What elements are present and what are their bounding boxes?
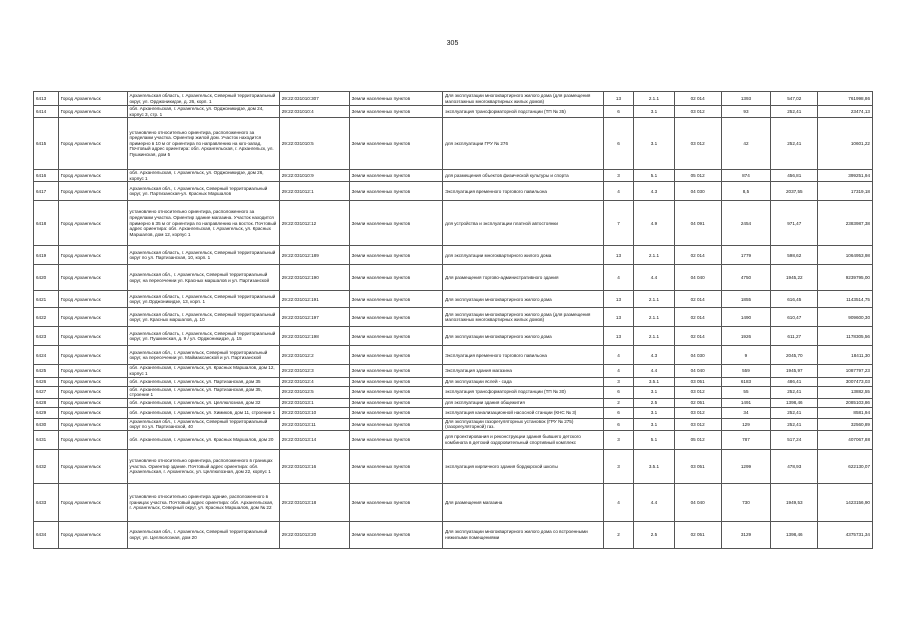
- cell-use-code: 2.1.1: [634, 327, 674, 346]
- cell-row-number: 6426: [34, 377, 59, 386]
- cell-cadastral-number: 29:22:031013:1: [279, 398, 349, 407]
- cell-area: 3129: [721, 521, 770, 548]
- cell-row-number: 6423: [34, 327, 59, 346]
- cell-area: 4750: [721, 265, 770, 291]
- cell-cadastral-value: 1087797,23: [818, 365, 873, 377]
- cell-land-category: Земли населенных пунктов: [349, 386, 443, 398]
- cell-permitted-use: для размещения объектов физической культуры и спорта: [443, 170, 603, 182]
- cell-land-category: Земли населенных пунктов: [349, 327, 443, 346]
- cell-group: 13: [603, 327, 634, 346]
- cell-cadastral-number: 29:22:031010:5: [279, 118, 349, 170]
- cell-municipality: Город Архангельск: [58, 118, 127, 170]
- cell-area: 1779: [721, 246, 770, 265]
- cell-row-number: 6415: [34, 118, 59, 170]
- cell-area: 1926: [721, 327, 770, 346]
- cell-okved-code: 03 012: [674, 407, 721, 418]
- cell-specific-value: 598,62: [771, 246, 818, 265]
- cell-permitted-use: Для эксплуатации многоквартирного жилого дома: [443, 327, 603, 346]
- cell-row-number: 6431: [34, 430, 59, 449]
- cell-use-code: 5.1: [634, 430, 674, 449]
- cell-address: Архангельская обл., г. Архангельск, Северный территориальный округ, на пересечении ул. Маймаксанской и ул. Партизанской: [127, 346, 279, 365]
- cell-group: 4: [603, 483, 634, 521]
- cell-permitted-use: эксплуатация трансформаторной подстанции (ТП № 30): [443, 386, 603, 398]
- table-row: [34, 106, 873, 118]
- cell-cadastral-value: 909600,30: [818, 308, 873, 327]
- cell-specific-value: 486,41: [771, 377, 818, 386]
- cell-permitted-use: Для размещения магазина: [443, 483, 603, 521]
- cell-address: обл. Архангельская, г. Архангельск, ул. Орджоникидзе, дом 26, корпус 1: [127, 170, 279, 182]
- cell-use-code: 4.4: [634, 265, 674, 291]
- cell-group: 2: [603, 521, 634, 548]
- cell-group: 2: [603, 398, 634, 407]
- cell-okved-code: 04 030: [674, 182, 721, 201]
- cell-specific-value: 1398,46: [771, 398, 818, 407]
- cell-address: обл. Архангельская, г. Архангельск, ул. Красных Маршалов, дом 20: [127, 430, 279, 449]
- cell-cadastral-value: 761998,86: [818, 92, 873, 106]
- cell-row-number: 6416: [34, 170, 59, 182]
- cell-use-code: 4.3: [634, 346, 674, 365]
- cell-okved-code: 04 040: [674, 365, 721, 377]
- cell-group: 3: [603, 430, 634, 449]
- cell-use-code: 2.1.1: [634, 92, 674, 106]
- cell-group: 13: [603, 308, 634, 327]
- cell-address: обл. Архангельская, г. Архангельск, ул. Красных Маршалов, дом 12, корпус 1: [127, 365, 279, 377]
- table-row: [34, 386, 873, 398]
- cell-okved-code: 04 030: [674, 346, 721, 365]
- table-row: [34, 246, 873, 265]
- cell-specific-value: 252,41: [771, 118, 818, 170]
- table-row: [34, 182, 873, 201]
- cell-use-code: 2.1.1: [634, 308, 674, 327]
- cell-address: обл. Архангельская, г. Архангельск, ул. Химиков, дом 11, строение 1: [127, 407, 279, 418]
- cell-area: 34: [721, 407, 770, 418]
- cell-cadastral-number: 29:22:031012:1: [279, 182, 349, 201]
- cadastral-value-table: [33, 91, 873, 549]
- cell-cadastral-number: 29:22:031012:3: [279, 365, 349, 377]
- cell-cadastral-value: 10601,22: [818, 118, 873, 170]
- cell-address: Архангельская обл., г. Архангельск, Северный территориальный округ, ул. Целлюлозная, дом 20: [127, 521, 279, 548]
- cell-land-category: Земли населенных пунктов: [349, 346, 443, 365]
- cell-permitted-use: Для эксплуатации многоквартирного жилого дома (для размещения малоэтажных многоквартирных жилых домов): [443, 92, 603, 106]
- cell-specific-value: 252,41: [771, 386, 818, 398]
- cell-okved-code: 03 051: [674, 377, 721, 386]
- table-row: [34, 170, 873, 182]
- table-row: [34, 265, 873, 291]
- cell-municipality: Город Архангельск: [58, 308, 127, 327]
- cell-cadastral-number: 29:22:031013:18: [279, 483, 349, 521]
- cell-cadastral-value: 622130,07: [818, 449, 873, 483]
- cell-area: 1491: [721, 398, 770, 407]
- cell-use-code: 2.5: [634, 398, 674, 407]
- cell-land-category: Земли населенных пунктов: [349, 118, 443, 170]
- cell-cadastral-number: 29:22:031012:4: [279, 377, 349, 386]
- cell-area: 9: [721, 346, 770, 365]
- cell-permitted-use: Для эксплуатации многоквартирного жилого дома со встроенными нежилыми помещениями: [443, 521, 603, 548]
- cell-group: 6: [603, 106, 634, 118]
- cell-group: 4: [603, 265, 634, 291]
- cell-municipality: Город Архангельск: [58, 246, 127, 265]
- cell-specific-value: 1949,53: [771, 483, 818, 521]
- cell-land-category: Земли населенных пунктов: [349, 308, 443, 327]
- table-row: [34, 521, 873, 548]
- cell-group: 3: [603, 377, 634, 386]
- cell-okved-code: 02 014: [674, 327, 721, 346]
- cell-address: Архангельская область, г. Архангельск, Северный территориальный округ, ул.Орджоникидзе, 13, корп. 1: [127, 291, 279, 308]
- cell-municipality: Город Архангельск: [58, 92, 127, 106]
- cell-use-code: 4.3: [634, 182, 674, 201]
- cell-specific-value: 517,24: [771, 430, 818, 449]
- cell-municipality: Город Архангельск: [58, 265, 127, 291]
- cell-permitted-use: для эксплуатации многоквартирного жилого дома: [443, 246, 603, 265]
- cell-municipality: Город Архангельск: [58, 449, 127, 483]
- cell-cadastral-number: 29:22:031013:10: [279, 407, 349, 418]
- cell-row-number: 6420: [34, 265, 59, 291]
- cell-okved-code: 04 040: [674, 483, 721, 521]
- cell-use-code: 3.1: [634, 106, 674, 118]
- cell-group: 13: [603, 92, 634, 106]
- cell-okved-code: 04 040: [674, 265, 721, 291]
- cell-specific-value: 610,47: [771, 308, 818, 327]
- cell-okved-code: 03 012: [674, 118, 721, 170]
- cell-municipality: Город Архангельск: [58, 291, 127, 308]
- cell-cadastral-value: 1178305,56: [818, 327, 873, 346]
- cell-area: 1490: [721, 308, 770, 327]
- cell-cadastral-number: 29:22:031012:191: [279, 291, 349, 308]
- cell-row-number: 6429: [34, 407, 59, 418]
- cell-specific-value: 456,81: [771, 170, 818, 182]
- cell-address: установлено относительно ориентира, расположенного за пределами участка. Ориентир жилой дом. Участок находится примерно в 10 м от ориентира по направлению на юго-запад. Почтовый адрес ориентира: обл. Архангельская, г. Архангельск, ул. Пушкинская, дом 5: [127, 118, 279, 170]
- cell-specific-value: 252,41: [771, 106, 818, 118]
- cell-permitted-use: эксплуатация трансформаторной подстанции (ТП № 35): [443, 106, 603, 118]
- cell-address: Архангельская область, г. Архангельск, Северный территориальный округ, ул. Орджоникидзе, д. 26, корп. 1: [127, 92, 279, 106]
- cell-okved-code: 03 012: [674, 418, 721, 430]
- table-row: [34, 430, 873, 449]
- cell-area: 8,5: [721, 182, 770, 201]
- table-row: [34, 407, 873, 418]
- cell-area: 787: [721, 430, 770, 449]
- cell-address: Архангельская обл., г. Архангельск, Северный территориальный округ, на пересечении ул. Красных маршалов и ул. Партизанской: [127, 265, 279, 291]
- cell-land-category: Земли населенных пунктов: [349, 449, 443, 483]
- cell-okved-code: 03 012: [674, 106, 721, 118]
- cell-municipality: Город Архангельск: [58, 386, 127, 398]
- cell-specific-value: 252,41: [771, 418, 818, 430]
- cell-cadastral-number: 29:22:031012:189: [279, 246, 349, 265]
- cell-okved-code: 03 051: [674, 449, 721, 483]
- cell-permitted-use: для эксплуатации ГРУ № 276: [443, 118, 603, 170]
- cell-row-number: 6422: [34, 308, 59, 327]
- cell-land-category: Земли населенных пунктов: [349, 521, 443, 548]
- cell-permitted-use: Для размещения торгово-административного здания: [443, 265, 603, 291]
- cell-land-category: Земли населенных пунктов: [349, 365, 443, 377]
- cell-area: 1299: [721, 449, 770, 483]
- cell-row-number: 6428: [34, 398, 59, 407]
- cell-use-code: 4.9: [634, 201, 674, 246]
- cell-okved-code: 02 014: [674, 291, 721, 308]
- cell-use-code: 3.1: [634, 418, 674, 430]
- cell-municipality: Город Архангельск: [58, 483, 127, 521]
- cell-permitted-use: Для эксплуатации многоквартирного жилого дома: [443, 291, 603, 308]
- cell-row-number: 6434: [34, 521, 59, 548]
- cell-use-code: 2.1.1: [634, 246, 674, 265]
- cell-row-number: 6432: [34, 449, 59, 483]
- table-row: [34, 418, 873, 430]
- cell-cadastral-number: 29:22:031010:9: [279, 170, 349, 182]
- table-row: [34, 118, 873, 170]
- table-row: [34, 365, 873, 377]
- cell-cadastral-number: 29:22:031012:5: [279, 386, 349, 398]
- cell-cadastral-number: 29:22:031012:198: [279, 327, 349, 346]
- cell-okved-code: 05 012: [674, 170, 721, 182]
- cell-group: 7: [603, 201, 634, 246]
- cell-row-number: 6418: [34, 201, 59, 246]
- cell-okved-code: 02 014: [674, 246, 721, 265]
- cell-permitted-use: Эксплуатация здания магазина: [443, 365, 603, 377]
- cell-land-category: Земли населенных пунктов: [349, 182, 443, 201]
- cell-land-category: Земли населенных пунктов: [349, 106, 443, 118]
- cell-land-category: Земли населенных пунктов: [349, 170, 443, 182]
- cell-address: Архангельская обл., г. Архангельск, Северный территориальный округ по ул. Партизанской, 40: [127, 418, 279, 430]
- cell-cadastral-value: 17319,18: [818, 182, 873, 201]
- cell-permitted-use: для проектирования и реконструкции здания бывшего детского комбината в детский оздоровительный спортивный комплекс: [443, 430, 603, 449]
- cell-cadastral-number: 29:22:031012:190: [279, 265, 349, 291]
- cell-group: 4: [603, 365, 634, 377]
- cell-okved-code: 04 091: [674, 201, 721, 246]
- table-row: [34, 398, 873, 407]
- cell-group: 6: [603, 118, 634, 170]
- cell-use-code: 5.1: [634, 170, 674, 182]
- cell-okved-code: 02 051: [674, 521, 721, 548]
- cell-address: обл. Архангельская, г. Архангельск, ул. Партизанская, дом 35, строение 1: [127, 386, 279, 398]
- cell-address: установлено относительно ориентира, расположенного в границах участка. Ориентир здание. Почтовый адрес ориентира: обл. Архангельская, г. Архангельск, ул. Целлюлозная, дом 22, корпус 1: [127, 449, 279, 483]
- cell-row-number: 6419: [34, 246, 59, 265]
- cell-municipality: Город Архангельск: [58, 418, 127, 430]
- table-row: [34, 377, 873, 386]
- cell-address: Архангельская область, г. Архангельск, Северный территориальный округ, ул. Красных маршалов, д. 10: [127, 308, 279, 327]
- cell-land-category: Земли населенных пунктов: [349, 291, 443, 308]
- cell-permitted-use: Для эксплуатации яслей - сада: [443, 377, 603, 386]
- cell-cadastral-value: 4375731,34: [818, 521, 873, 548]
- table-row: [34, 483, 873, 521]
- table-row: [34, 308, 873, 327]
- cell-specific-value: 611,27: [771, 327, 818, 346]
- cell-address: установлено относительно ориентира, расположенного за пределами участка. Ориентир здание магазина. Участок находится примерно в 35 м от ориентира по направлению на восток. Почтовый адрес ориентира: обл. Архангельская, г. Архангельск, ул. Красных Маршалов, дом 12, корпус 1: [127, 201, 279, 246]
- cell-permitted-use: Для эксплуатации газорегуляторных установок (ГРУ № 275) (газорегуляторной) газ.: [443, 418, 603, 430]
- cell-cadastral-value: 3007473,03: [818, 377, 873, 386]
- cell-permitted-use: Эксплуатация временного торгового павильона: [443, 182, 603, 201]
- cell-row-number: 6424: [34, 346, 59, 365]
- cell-address: Архангельская область, г. Архангельск, Северный территориальный округ, ул. Пушкинская, д. 9 / ул. Орджоникидзе, д. 15: [127, 327, 279, 346]
- cell-row-number: 6433: [34, 483, 59, 521]
- cell-use-code: 2.1.1: [634, 291, 674, 308]
- cell-cadastral-value: 13882,55: [818, 386, 873, 398]
- cell-group: 3: [603, 449, 634, 483]
- cell-address: Архангельская область, г. Архангельск, Северный территориальный округ по ул. Партизанская, 10, корп. 1: [127, 246, 279, 265]
- cell-group: 4: [603, 182, 634, 201]
- cell-specific-value: 1945,22: [771, 265, 818, 291]
- table-row: [34, 346, 873, 365]
- cell-okved-code: 05 012: [674, 430, 721, 449]
- cell-area: 93: [721, 106, 770, 118]
- cell-group: 13: [603, 291, 634, 308]
- cell-specific-value: 547,02: [771, 92, 818, 106]
- cell-row-number: 6427: [34, 386, 59, 398]
- cell-cadastral-number: 29:22:031012:12: [279, 201, 349, 246]
- cell-municipality: Город Архангельск: [58, 346, 127, 365]
- cell-municipality: Город Архангельск: [58, 201, 127, 246]
- cell-use-code: 3.1: [634, 407, 674, 418]
- cell-cadastral-number: 29:22:031010:4: [279, 106, 349, 118]
- cell-specific-value: 252,41: [771, 407, 818, 418]
- cell-cadastral-number: 29:22:031013:20: [279, 521, 349, 548]
- cell-cadastral-value: 1423156,90: [818, 483, 873, 521]
- cell-municipality: Город Архангельск: [58, 430, 127, 449]
- cell-specific-value: 478,93: [771, 449, 818, 483]
- cell-use-code: 3.1: [634, 386, 674, 398]
- cell-land-category: Земли населенных пунктов: [349, 398, 443, 407]
- cell-group: 4: [603, 346, 634, 365]
- table-row: [34, 291, 873, 308]
- table-row: [34, 449, 873, 483]
- cell-use-code: 3.5.1: [634, 377, 674, 386]
- cell-municipality: Город Архангельск: [58, 377, 127, 386]
- cell-land-category: Земли населенных пунктов: [349, 246, 443, 265]
- cell-address: обл. Архангельская, г. Архангельск, ул. Целлюлозная, дом 32: [127, 398, 279, 407]
- cell-municipality: Город Архангельск: [58, 327, 127, 346]
- cell-municipality: Город Архангельск: [58, 398, 127, 407]
- cell-group: 6: [603, 407, 634, 418]
- cell-cadastral-value: 1064953,98: [818, 246, 873, 265]
- cell-specific-value: 616,45: [771, 291, 818, 308]
- cell-land-category: Земли населенных пунктов: [349, 407, 443, 418]
- cell-specific-value: 1398,46: [771, 521, 818, 548]
- cell-land-category: Земли населенных пунктов: [349, 483, 443, 521]
- cell-land-category: Земли населенных пунктов: [349, 377, 443, 386]
- page-number: 305: [446, 40, 459, 47]
- cell-area: 730: [721, 483, 770, 521]
- cell-land-category: Земли населенных пунктов: [349, 265, 443, 291]
- cell-cadastral-value: 1143514,75: [818, 291, 873, 308]
- cell-address: обл. Архангельская, г. Архангельск, ул. Партизанская, дом 35: [127, 377, 279, 386]
- cell-specific-value: 2037,55: [771, 182, 818, 201]
- cell-row-number: 6425: [34, 365, 59, 377]
- cell-use-code: 2.5: [634, 521, 674, 548]
- cell-area: 559: [721, 365, 770, 377]
- cell-municipality: Город Архангельск: [58, 106, 127, 118]
- cell-land-category: Земли населенных пунктов: [349, 418, 443, 430]
- cell-permitted-use: для устройства и эксплуатации платной автостоянки: [443, 201, 603, 246]
- cell-cadastral-value: 2383987,38: [818, 201, 873, 246]
- cell-cadastral-value: 407067,88: [818, 430, 873, 449]
- cell-group: 6: [603, 418, 634, 430]
- cell-land-category: Земли населенных пунктов: [349, 92, 443, 106]
- cell-cadastral-number: 29:22:031012:197: [279, 308, 349, 327]
- cell-address: Архангельская обл., г. Архангельск, Северный территориальный округ, ул. Партизанская-ул. Красных Маршалов: [127, 182, 279, 201]
- cell-use-code: 3.1: [634, 118, 674, 170]
- cell-land-category: Земли населенных пунктов: [349, 201, 443, 246]
- cell-cadastral-number: 29:22:031013:11: [279, 418, 349, 430]
- cell-municipality: Город Архангельск: [58, 182, 127, 201]
- cell-cadastral-number: 29:22:031010:307: [279, 92, 349, 106]
- cell-okved-code: 03 012: [674, 386, 721, 398]
- cell-municipality: Город Архангельск: [58, 365, 127, 377]
- cell-okved-code: 02 014: [674, 92, 721, 106]
- cell-area: 874: [721, 170, 770, 182]
- cell-permitted-use: для эксплуатации здания общежития: [443, 398, 603, 407]
- cell-municipality: Город Архангельск: [58, 521, 127, 548]
- cell-okved-code: 02 051: [674, 398, 721, 407]
- table-row: [34, 92, 873, 106]
- cell-permitted-use: эксплуатация кирпичного здания бордюрской школы: [443, 449, 603, 483]
- cell-use-code: 4.4: [634, 365, 674, 377]
- cell-row-number: 6430: [34, 418, 59, 430]
- cell-permitted-use: эксплуатация канализационной насосной станции (КНС № 3): [443, 407, 603, 418]
- cell-row-number: 6414: [34, 106, 59, 118]
- cell-area: 42: [721, 118, 770, 170]
- cell-land-category: Земли населенных пунктов: [349, 430, 443, 449]
- cell-address: обл. Архангельская, г. Архангельск, ул. Орджоникидзе, дом 24, корпус 3, стр. 1: [127, 106, 279, 118]
- cell-specific-value: 1945,97: [771, 365, 818, 377]
- cell-cadastral-value: 18411,30: [818, 346, 873, 365]
- cell-group: 13: [603, 246, 634, 265]
- cell-cadastral-value: 32560,89: [818, 418, 873, 430]
- cell-cadastral-value: 2085103,86: [818, 398, 873, 407]
- cell-cadastral-value: 8581,94: [818, 407, 873, 418]
- cell-permitted-use: Эксплуатация временного торгового павильона: [443, 346, 603, 365]
- cell-permitted-use: Для эксплуатации многоквартирного жилого дома (для размещения малоэтажных многоквартирных жилых домов): [443, 308, 603, 327]
- cell-area: 129: [721, 418, 770, 430]
- cell-cadastral-number: 29:22:031012:2: [279, 346, 349, 365]
- cell-cadastral-number: 29:22:031013:14: [279, 430, 349, 449]
- cell-use-code: 3.5.1: [634, 449, 674, 483]
- cell-group: 6: [603, 386, 634, 398]
- table-row: [34, 201, 873, 246]
- cell-specific-value: 2045,70: [771, 346, 818, 365]
- cell-cadastral-value: 9239795,00: [818, 265, 873, 291]
- cell-area: 1393: [721, 92, 770, 106]
- cell-municipality: Город Архангельск: [58, 407, 127, 418]
- cell-area: 55: [721, 386, 770, 398]
- cell-row-number: 6417: [34, 182, 59, 201]
- cell-cadastral-value: 399251,94: [818, 170, 873, 182]
- cell-municipality: Город Архангельск: [58, 170, 127, 182]
- cell-row-number: 6413: [34, 92, 59, 106]
- cell-area: 2454: [721, 201, 770, 246]
- cell-okved-code: 02 014: [674, 308, 721, 327]
- cell-cadastral-number: 29:22:031013:16: [279, 449, 349, 483]
- cell-address: установлено относительно ориентира здание, расположенного в границах участка. Почтовый адрес ориентира: обл. Архангельская, г. Архангельск, Северный округ, ул. Красных Маршалов, дом № 22: [127, 483, 279, 521]
- table-row: [34, 327, 873, 346]
- cell-area: 1855: [721, 291, 770, 308]
- cell-area: 6183: [721, 377, 770, 386]
- cell-group: 3: [603, 170, 634, 182]
- cell-specific-value: 971,47: [771, 201, 818, 246]
- cell-row-number: 6421: [34, 291, 59, 308]
- cell-use-code: 4.4: [634, 483, 674, 521]
- cell-cadastral-value: 23474,13: [818, 106, 873, 118]
